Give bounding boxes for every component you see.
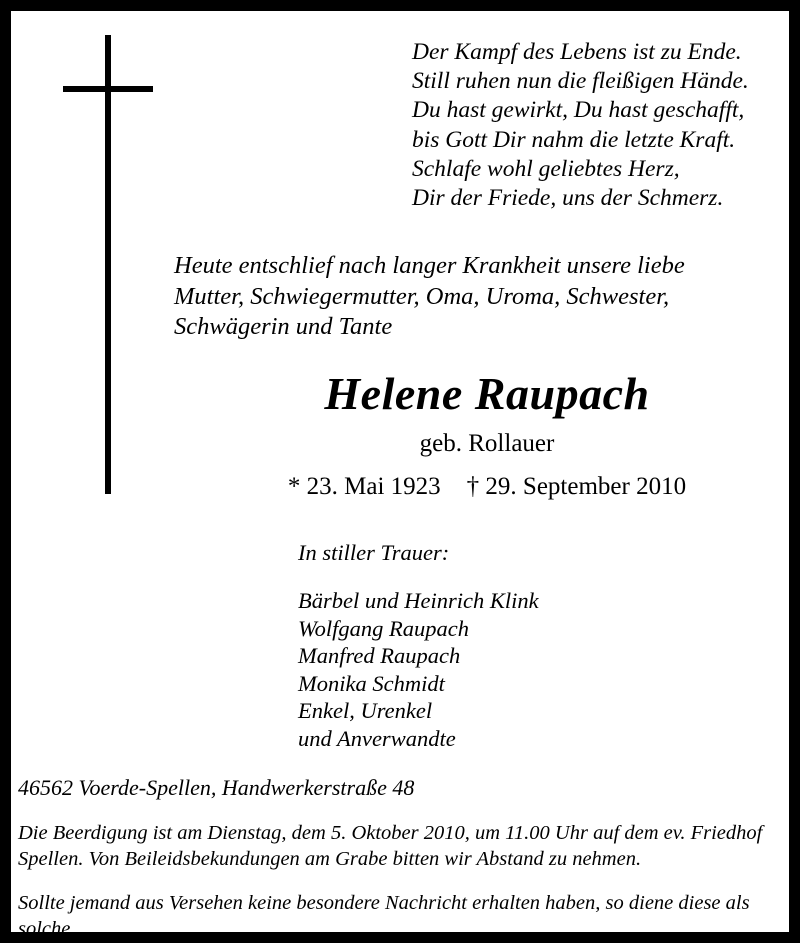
poem-line: Du hast gewirkt, Du hast geschafft,: [412, 97, 745, 124]
mourners-heading: In stiller Trauer:: [298, 540, 450, 565]
intro-line: Heute entschlief nach langer Krankheit unsere liebe: [174, 252, 685, 279]
general-notice: Sollte jemand aus Versehen keine besondere Nachricht erhalten haben, so diene diese als solche.: [18, 892, 750, 940]
memorial-poem: [412, 38, 792, 213]
intro-line: Mutter, Schwiegermutter, Oma, Uroma, Schwester,: [174, 282, 670, 310]
poem-line: bis Gott Dir nahm die letzte Kraft.: [412, 126, 736, 153]
list-item: Enkel, Urenkel: [298, 698, 433, 723]
deceased-maiden-name: geb. Rollauer: [419, 430, 555, 457]
family-address: 46562 Voerde-Spellen, Handwerkerstraße 48: [18, 775, 415, 800]
list-item: Bärbel und Heinrich Klink: [298, 588, 539, 613]
deceased-name: Helene Raupach: [324, 368, 650, 419]
mourners-list: [298, 587, 698, 752]
birth-date: * 23. Mai 1923: [287, 473, 441, 500]
cross-vertical-bar: [105, 35, 111, 494]
deceased-dates: [181, 471, 793, 503]
funeral-details: Die Beerdigung ist am Dienstag, dem 5. Oktober 2010, um 11.00 Uhr auf dem ev. Friedhof Spellen. Von Beileidsbekundungen am Grabe bitten wir Abstand zu nehmen.: [18, 822, 763, 870]
notice-content: [11, 11, 789, 940]
deceased-block: [181, 368, 793, 503]
list-item: Monika Schmidt: [298, 670, 445, 696]
poem-line: Dir der Friede, uns der Schmerz.: [412, 185, 724, 212]
poem-line: Still ruhen nun die fleißigen Hände.: [412, 68, 749, 95]
intro-line: Schwägerin und Tante: [174, 313, 393, 340]
death-date: † 29. September 2010: [466, 473, 687, 500]
latin-cross-icon: [53, 35, 183, 505]
poem-line: Der Kampf des Lebens ist zu Ende.: [412, 39, 742, 65]
list-item: Manfred Raupach: [298, 643, 461, 668]
list-item: Wolfgang Raupach: [298, 615, 470, 641]
list-item: und Anverwandte: [298, 725, 456, 751]
poem-line: Schlafe wohl geliebtes Herz,: [412, 155, 680, 182]
cross-horizontal-bar: [63, 86, 153, 92]
mourners-block: [298, 539, 698, 752]
announcement-intro: [174, 251, 789, 343]
